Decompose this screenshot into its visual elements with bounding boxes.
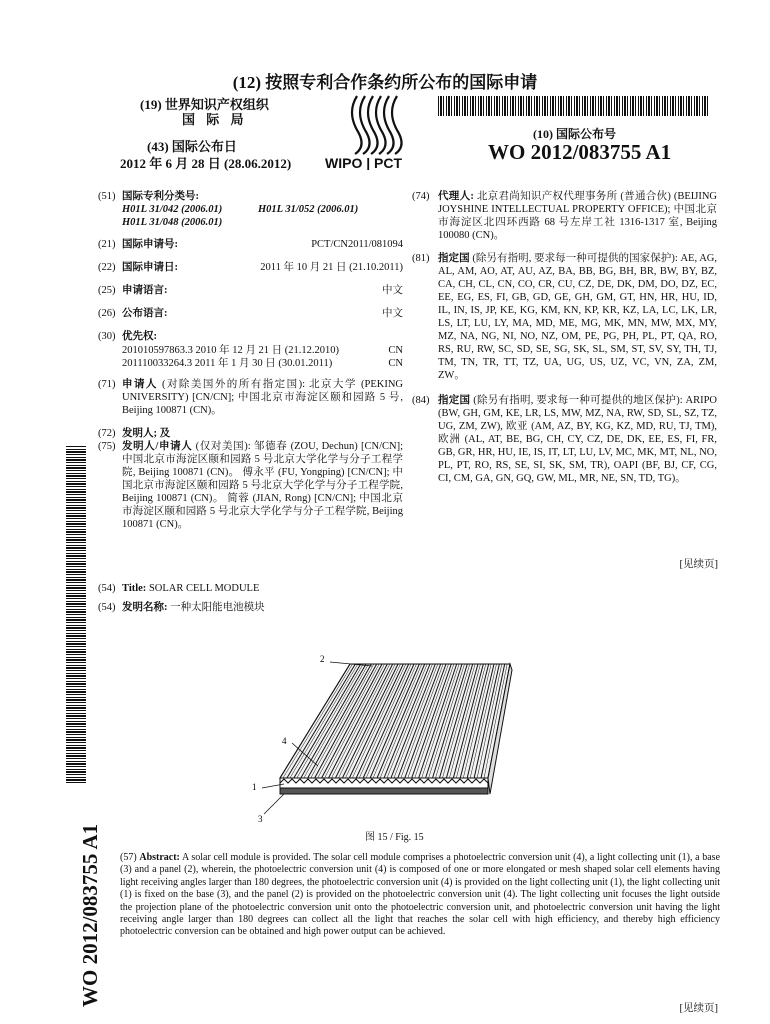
left-bibliographic-column xyxy=(98,190,403,531)
field-30-code: (30) xyxy=(98,331,116,342)
wipo-emblem-icon xyxy=(325,90,435,170)
applicant-text: (对除美国外的所有指定国): 北京大学 (PEKING UNIVERSITY) [CN/CN]; 中国北京市海淀区颐和园路 5 号, Beijing 100871 (CN)。 xyxy=(122,379,404,416)
figure-label-3: 3 xyxy=(258,814,263,824)
title-en: SOLAR CELL MODULE xyxy=(148,583,260,594)
figure-caption: 图 15 / Fig. 15 xyxy=(365,832,424,843)
field-22-code: (22) xyxy=(98,262,116,273)
wipo-logo xyxy=(325,90,435,170)
field-30-label: 优先权: xyxy=(122,331,157,342)
field-75-code: (75) xyxy=(98,441,116,452)
designated-states-regional: (除另有指明, 要求每一种可提供的地区保护): ARIPO (BW, GH, GM, KE, LR, LS, MW, MZ, NA, RW, SD, SL, SZ, TZ, UG, ZM, ZW), 欧亚 (AM, AZ, BY, KG, KZ, MD, RU, TJ, TM), 欧洲 (AL, AT, BE, BG, CH, CY, CZ, DE, DK, EE, ES, FI, FR, GB, GR, HR, HU, IE, IS, IT, LT, LU, LV, MC, MK, MT, NL, NO, PL, PT, RO, RS, SE, SI, SK, SM, TR), OAPI (BF, BJ, CF, CG, CI, CM, GA, GN, GQ, GW, ML, MR, NE, SN, TD, TG)。 xyxy=(438,395,718,484)
field-25-code: (25) xyxy=(98,285,116,296)
title-en-code: (54) xyxy=(98,583,116,594)
field-71-code: (71) xyxy=(98,379,116,390)
field-25-label: 申请语言: xyxy=(122,285,168,296)
side-publication-number: WO 2012/083755 A1 xyxy=(78,823,102,1007)
field-22-label: 国际申请日: xyxy=(122,262,178,273)
figure-label-2: 2 xyxy=(320,654,325,664)
publication-language: 中文 xyxy=(382,308,403,319)
title-cn-label: 发明名称: xyxy=(122,602,168,613)
application-number: PCT/CN2011/081094 xyxy=(311,239,403,250)
title-cn: 一种太阳能电池模块 xyxy=(170,602,265,613)
abstract-code: (57) xyxy=(120,852,137,863)
priority-2: 201110033264.3 2011 年 1 月 30 日 (30.01.2011) xyxy=(122,358,333,369)
publication-number: WO 2012/083755 A1 xyxy=(488,140,672,164)
abstract-text: A solar cell module is provided. The solar cell module comprises a photoelectric conversion unit (4), a light collecting unit (1), a base (3) and a panel (2), wherein, the photoelectric conversion unit (4) is composed of one or more elongated or mesh shaped solar cell elements having light receiving angles larger than 180 degrees, the photoelectric conversion unit (4) is provided on the light collecting unit (1), the light collecting unit (1) is fixed on the base (3), and the panel (2) is provided on the photoelectric conversion unit (4). The light collecting unit focuses the light outside the projection plane of the photoelectric conversion unit onto the photoelectric conversion unit, and photoelectric conversion unit having the light receiving angle larger than 180 degrees can collect all the light that reaches the solar cell with high efficiency, and thereby high efficiency photoelectric conversion can be obtained and high power output can be achieved. xyxy=(120,852,721,938)
title-en-row xyxy=(98,582,718,595)
publication-date-label: (43) 国际公布日 xyxy=(147,139,237,154)
figure-label-1: 1 xyxy=(252,782,257,792)
field-84-label: 指定国 xyxy=(438,395,471,406)
filing-language: 中文 xyxy=(382,285,403,296)
field-21-code: (21) xyxy=(98,239,116,250)
publication-number-label: (10) 国际公布号 xyxy=(533,127,616,141)
document-title: (12) 按照专利合作条约所公布的国际申请 xyxy=(232,73,538,92)
ipc-class-3: H01L 31/048 (2006.01) xyxy=(122,217,223,228)
field-81-label: 指定国 xyxy=(438,253,470,264)
priority-1-country: CN xyxy=(388,345,403,356)
publication-date: 2012 年 6 月 28 日 (28.06.2012) xyxy=(120,156,292,171)
field-81-code: (81) xyxy=(412,253,430,264)
field-84-code: (84) xyxy=(412,395,430,406)
ipc-class-1: H01L 31/042 (2006.01) xyxy=(122,204,223,215)
right-bibliographic-column xyxy=(412,190,717,485)
abstract xyxy=(120,852,720,939)
wipo-logo-text: WIPO | PCT xyxy=(325,155,403,170)
bureau-name: 国 际 局 xyxy=(182,112,248,127)
field-21-label: 国际申请号: xyxy=(122,239,178,250)
continued-note-top: [见续页] xyxy=(679,559,718,570)
inventors-text: (仅对美国): 邹德春 (ZOU, Dechun) [CN/CN]; 中国北京市海淀区颐和园路 5 号北京大学化学与分子工程学院, Beijing 100871 (CN)。 傅永平 (FU, Yongping) [CN/CN]; 中国北京市海淀区颐和园路 5 号北京大学化学与分子工程学院, Beijing 100871 (CN)。 简蓉 (JIAN, Rong) [CN/CN]; 中国北京市海淀区颐和园路 5 号北京大学化学与分子工程学院, Beijing 100871 (CN)。 xyxy=(122,441,403,530)
side-barcode xyxy=(66,445,86,783)
filing-date: 2011 年 10 月 21 日 (21.10.2011) xyxy=(260,262,403,273)
field-72-code: (72) xyxy=(98,428,116,439)
priority-2-country: CN xyxy=(388,358,403,369)
title-cn-code: (54) xyxy=(98,602,116,613)
designated-states-national: (除另有指明, 要求每一种可提供的国家保护): AE, AG, AL, AM, AO, AT, AU, AZ, BA, BB, BG, BH, BR, BW, BY, BZ, CA, CH, CL, CN, CO, CR, CU, CZ, DE, DK, DM, DO, DZ, EC, EE, EG, ES, FI, GB, GD, GE, GH, GM, GT, HN, HR, HU, ID, IL, IN, IS, JP, KE, KG, KM, KN, KP, KR, KZ, LA, LC, LK, LR, LS, LT, LU, LY, MA, MD, ME, MG, MK, MN, MW, MX, MY, MZ, NA, NG, NI, NO, NZ, OM, PE, PG, PH, PL, PT, QA, RO, RS, RU, RW, SC, SD, SE, SG, SK, SL, SM, ST, SV, SY, TH, TJ, TM, TN, TR, TT, TZ, UA, UG, US, UZ, VC, VN, ZA, ZM, ZW。 xyxy=(438,253,717,381)
field-26-code: (26) xyxy=(98,308,116,319)
top-barcode xyxy=(438,96,710,116)
organization-name: (19) 世界知识产权组织 xyxy=(140,97,269,112)
field-71-label: 申请人 xyxy=(122,379,158,390)
title-cn-row xyxy=(98,601,718,614)
priority-1: 201010597863.3 2010 年 12 月 21 日 (21.12.2010) xyxy=(122,345,339,356)
continued-note-bottom: [见续页] xyxy=(679,1003,718,1014)
field-51-label: 国际专利分类号: xyxy=(122,191,199,202)
agent-text: 北京君尚知识产权代理事务所 (普通合伙) (BEIJING JOYSHINE INTELLECTUAL PROPERTY OFFICE); 中国北京市海淀区北四环西路 68 号左岸工社 1316-1317 室, Beijing 100080 (CN)。 xyxy=(438,191,718,241)
figure-15 xyxy=(240,648,540,828)
figure-label-4: 4 xyxy=(282,736,287,746)
field-74-code: (74) xyxy=(412,191,430,202)
field-75-label: 发明人/申请人 xyxy=(122,441,193,452)
title-en-label: Title: xyxy=(122,583,147,594)
abstract-label: Abstract: xyxy=(139,852,180,863)
field-26-label: 公布语言: xyxy=(122,308,168,319)
field-74-label: 代理人: xyxy=(438,191,474,202)
field-72-label: 发明人; 及 xyxy=(122,428,171,439)
ipc-class-2: H01L 31/052 (2006.01) xyxy=(258,204,359,215)
solar-module-drawing xyxy=(240,648,540,828)
field-51-code: (51) xyxy=(98,191,116,202)
